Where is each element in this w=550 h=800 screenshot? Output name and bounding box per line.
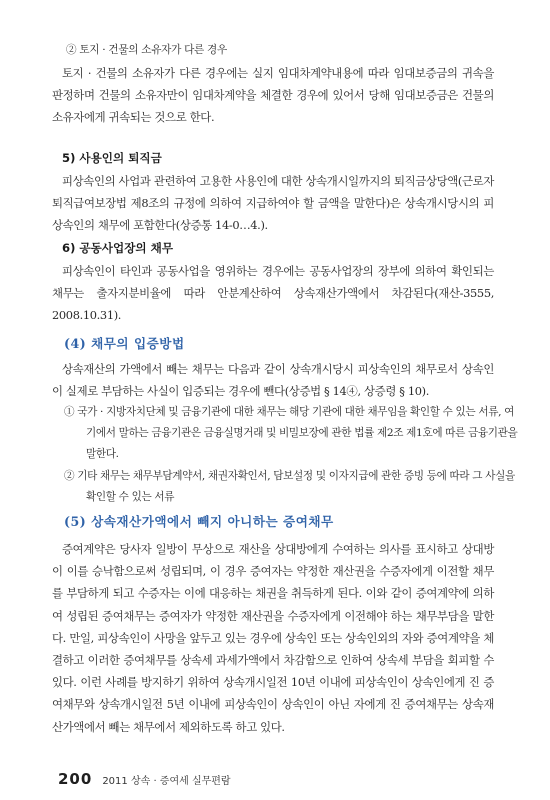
list-item-financial-institution: ① 국가 · 지방자치단체 및 금융기관에 대한 채무는 해당 기관에 대한 채무임을 확인할 수 있는 서류, 여기에서 말하는 금융기관은 금융실명거래 및 비밀보장에 관한 법률 제2조 제1호에 따른 금융기관을 말한다. (64, 406, 518, 460)
paragraph-proof-of-debt: 상속재산의 가액에서 빼는 채무는 다음과 같이 상속개시당시 피상속인의 채무로서 상속인이 실제로 부담하는 사실이 입증되는 경우에 뺀다(상증법 § 14④, 상증령 § 10). (52, 362, 494, 399)
paragraph-gift-debt: 증여계약은 당사자 일방이 무상으로 재산을 상대방에게 수여하는 의사를 표시하고 상대방이 이를 승낙함으로써 성립되며, 이 경우 증여자는 약정한 재산권을 수증자에게 이전할 채무를 부담하게 되고 수증자는 이에 대응하는 채권을 취득하게 된다. 이와 같이 증여계약에 의하여 성립된 증여채무는 증여자가 약정한 재산권을 수증자에게 이전해야 하는 채무부담을 말한다. 만일, 피상속인이 사망을 앞두고 있는 경우에 상속인 또는 상속인외의 자와 증여계약을 체결하고 이러한 증여채무를 상속세 과세가액에서 차감함으로 인하여 상속세 부담을 회피할 수 있다. 이런 사례를 방지하기 위하여 상속개시일전 10년 이내에 피상속인이 상속인에게 진 증여채무와 상속개시일전 5년 이내에 피상속인이 상속인이 아닌 자에게 진 증여채무는 상속재산가액에서 빼는 채무에서 제외하도록 하고 있다. (52, 542, 494, 734)
section-heading-severance-pay: 5) 사용인의 퇴직금 (62, 151, 162, 165)
section-heading-proof-of-debt: (4) 채무의 입증방법 (64, 336, 185, 351)
page-footer (58, 770, 231, 788)
sub-heading-land-building: ② 토지 · 건물의 소유자가 다른 경우 (66, 44, 227, 56)
list-item-other-debt: ② 기타 채무는 채무부담계약서, 채권자확인서, 담보설정 및 이자지급에 관한 증빙 등에 따라 그 사실을 확인할 수 있는 서류 (64, 470, 515, 503)
section-heading-gift-debt: (5) 상속재산가액에서 빼지 아니하는 증여채무 (64, 514, 334, 529)
paragraph-land-building: 토지 · 건물의 소유자가 다른 경우에는 실지 임대차계약내용에 따라 임대보증금의 귀속을 판정하며 건물의 소유자만이 임대차계약을 체결한 경우에 있어서 당해 임대보증금은 건물의 소유자에게 귀속되는 것으로 한다. (52, 66, 494, 125)
section-heading-joint-business-debt: 6) 공동사업장의 채무 (62, 241, 174, 255)
paragraph-severance-pay: 피상속인의 사업과 관련하여 고용한 사용인에 대한 상속개시일까지의 퇴직금상당액(근로자퇴직급여보장법 제8조의 규정에 의하여 지급하여야 할 금액을 말한다)은 상속개시당시의 피상속인의 채무에 포함한다(상증통 14-0…4.). (52, 174, 494, 233)
book-title: 2011 상속 · 증여세 실무편람 (102, 776, 231, 787)
paragraph-joint-business-debt: 피상속인이 타인과 공동사업을 영위하는 경우에는 공동사업장의 장부에 의하여 확인되는 채무는 출자지분비율에 따라 안분계산하여 상속재산가액에서 차감된다(재산-3555, 2008.10.31). (52, 264, 494, 323)
page-number: 200 (58, 770, 93, 788)
